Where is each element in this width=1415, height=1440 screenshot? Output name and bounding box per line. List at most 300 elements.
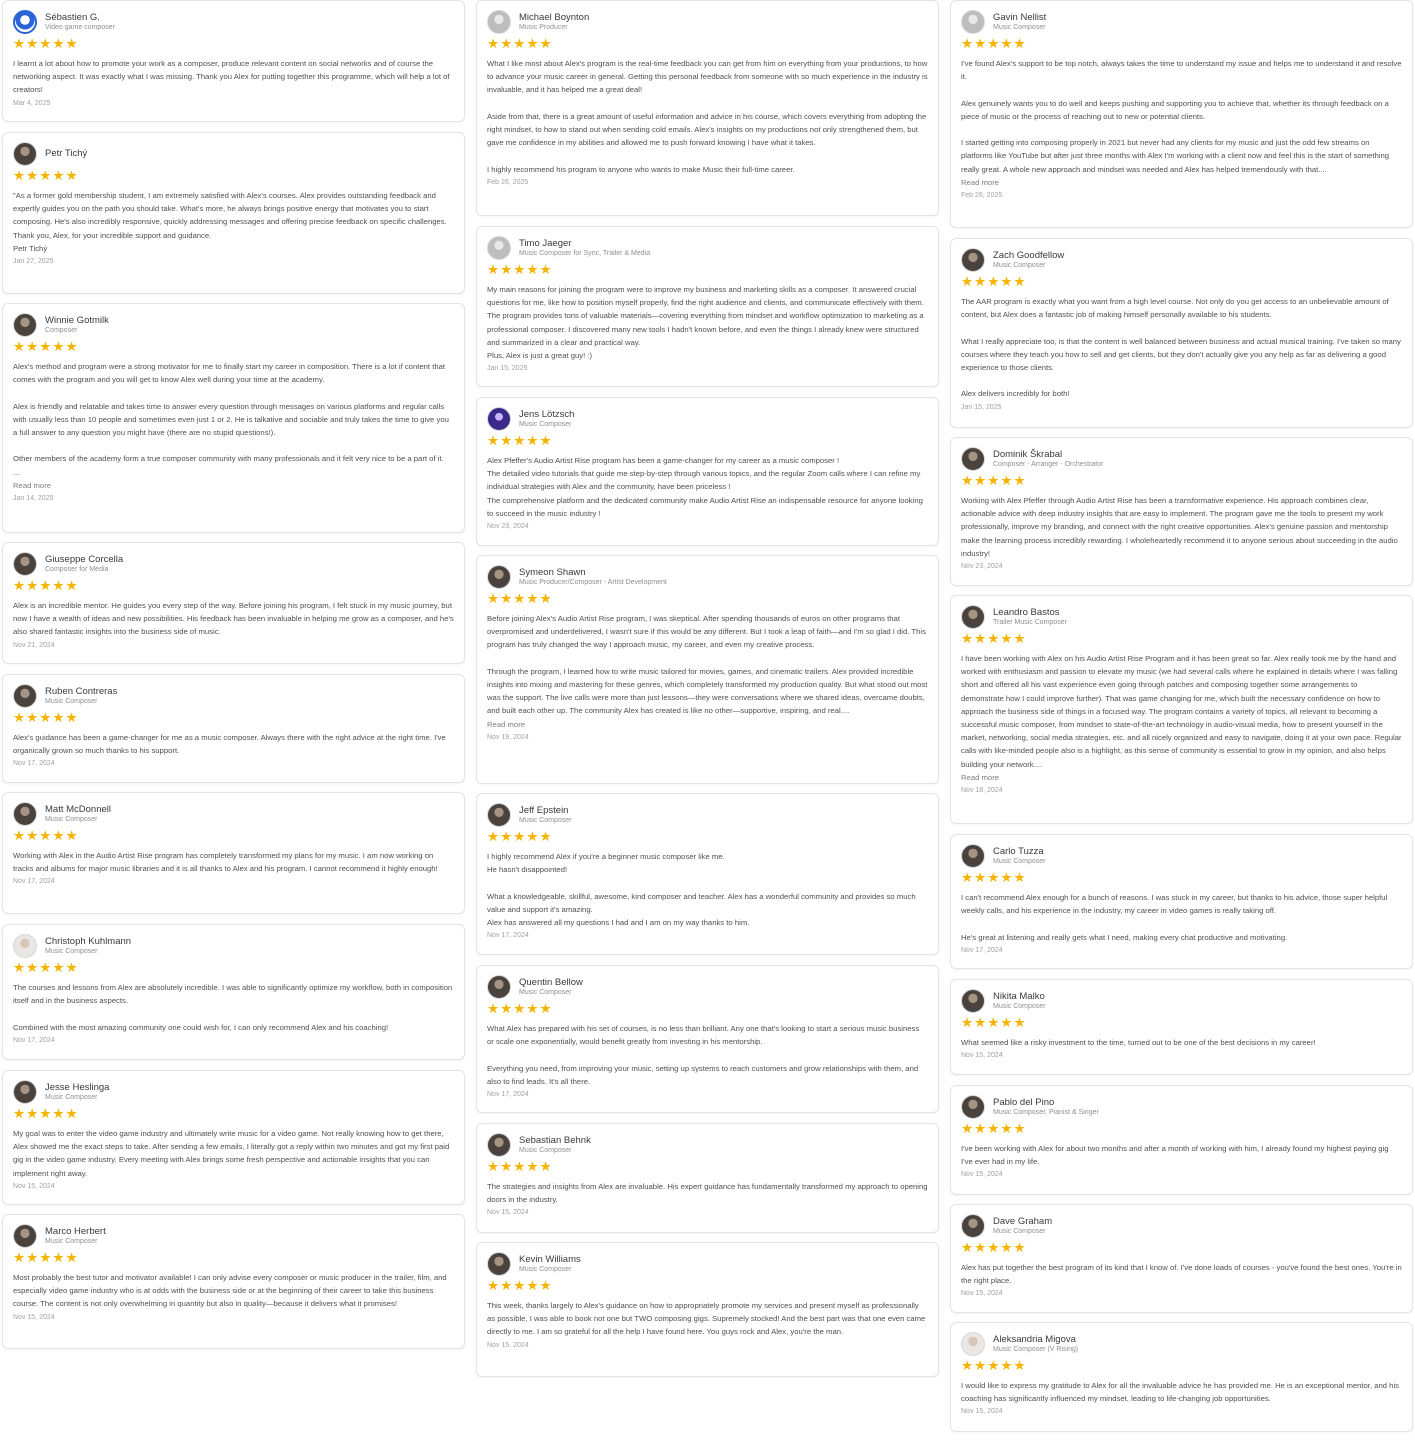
review-date: Nov 15, 2024 (13, 1313, 55, 1321)
reviewer-name: Quentin Bellow (519, 976, 583, 988)
star-icon: ★ (39, 1106, 52, 1121)
reviewer-info (519, 239, 650, 258)
star-icon: ★ (987, 1358, 1000, 1373)
reviewer-info (993, 847, 1046, 866)
star-icon: ★ (961, 870, 974, 885)
star-icon: ★ (539, 262, 552, 277)
star-icon: ★ (961, 274, 974, 289)
star-icon: ★ (526, 1159, 539, 1174)
review-header (961, 1331, 1402, 1357)
review-date: Nov 17, 2024 (13, 760, 55, 768)
star-icon: ★ (13, 828, 26, 843)
star-icon: ★ (52, 168, 65, 183)
star-icon: ★ (26, 168, 39, 183)
star-icon: ★ (513, 1278, 526, 1293)
review-card (476, 0, 939, 216)
star-icon: ★ (487, 591, 500, 606)
star-icon: ★ (1013, 631, 1026, 646)
star-rating (961, 1359, 1402, 1373)
reviewer-info (45, 13, 115, 32)
review-card (2, 792, 465, 914)
reviewer-name: Winnie Gotmilk (45, 314, 109, 326)
star-icon: ★ (526, 1278, 539, 1293)
reviewer-role: Music Composer (519, 1266, 572, 1274)
star-icon: ★ (26, 339, 39, 354)
star-icon: ★ (487, 829, 500, 844)
review-text: The courses and lessons from Alex are absolutely incredible. I was able to significantly optimize my workflow, both in composition itself and in the business aspects. Combined with the most amazing community one could wish for, I can only recommend Alex and his coaching! (13, 983, 453, 1032)
review-date: Nov 17, 2024 (13, 1036, 55, 1044)
star-icon: ★ (39, 828, 52, 843)
star-icon: ★ (974, 1015, 987, 1030)
star-icon: ★ (13, 36, 26, 51)
star-icon: ★ (974, 274, 987, 289)
review-card (950, 595, 1413, 824)
star-icon: ★ (65, 168, 78, 183)
star-rating (13, 340, 454, 354)
review-text: The AAR program is exactly what you want from a high level course. Not only do you get access to an unbelievable amount of content, but Alex does a fantastic job of making himself personally available to his students. What I really appreciate too, is that the content is well balanced between business and actual musical training. I've taken so many courses where they teach you how to sell and get clients, but they don't actually give you any help as far as delivering a good experience to those clients. Alex delivers incredibly for both! (961, 297, 1401, 399)
review-card (476, 965, 939, 1113)
star-icon: ★ (13, 960, 26, 975)
avatar (961, 1332, 985, 1356)
review-date: Nov 15, 2024 (487, 1209, 529, 1217)
star-icon: ★ (1013, 1121, 1026, 1136)
avatar (13, 1224, 37, 1248)
review-card (2, 924, 465, 1060)
reviewer-info (993, 992, 1046, 1011)
avatar (961, 989, 985, 1013)
reviewer-role: Music Composer (519, 989, 572, 997)
review-header (13, 1223, 454, 1249)
star-icon: ★ (961, 1015, 974, 1030)
review-text: I highly recommend Alex if you're a beginner music composer like me. He hasn't disappointed! What a knowledgeable, skillful, awesome, kind composer and teacher. Alex has a wonderful community and provides so much value and support it's amazing. Alex has answered all my questions I had and I am on my way thanks to him. (487, 852, 916, 928)
reviewer-name: Dave Graham (993, 1215, 1053, 1227)
star-rating (487, 1002, 928, 1016)
star-icon: ★ (26, 1106, 39, 1121)
star-rating (13, 1107, 454, 1121)
star-icon: ★ (26, 960, 39, 975)
review-text: Alex is an incredible mentor. He guides you every step of the way. Before joining his program, I felt stuck in my music journey, but now I have a wealth of ideas and new possibilities. His feedback has been invaluable in helping me grow as a composer, and he's also shared fantastic insights into the business side of music. (13, 601, 454, 637)
read-more-link[interactable]: Read more (961, 177, 1000, 187)
star-icon: ★ (1013, 1240, 1026, 1255)
star-icon: ★ (52, 710, 65, 725)
reviewer-name: Jesse Heslinga (45, 1081, 110, 1093)
read-more-link[interactable]: Read more (487, 719, 526, 729)
avatar (961, 447, 985, 471)
review-header (13, 933, 454, 959)
review-text: This week, thanks largely to Alex's guidance on how to appropriately promote my services and present myself as professionally as possible, I was able to book not one but TWO composing gigs. Supremely stocked! And the best part was that one even came directly to me. I am so grateful for all the help I have found here. You guys rock and Alex, you're the man. (487, 1301, 926, 1337)
star-icon: ★ (987, 473, 1000, 488)
star-icon: ★ (65, 1250, 78, 1265)
star-rating (487, 1279, 928, 1293)
reviewer-role: Music Composer (993, 24, 1046, 32)
review-header (487, 974, 928, 1000)
star-icon: ★ (526, 829, 539, 844)
star-icon: ★ (513, 591, 526, 606)
star-icon: ★ (39, 36, 52, 51)
review-text: I learnt a lot about how to promote your work as a composer, produce relevant content on social networks and of course the networking aspect. It was exactly what I was missing. Thank you Alex for putting together this programme, which will help a lot of creators! (13, 59, 450, 95)
reviewer-role: Music Composer (45, 698, 98, 706)
review-text: I have been working with Alex on his Audio Artist Rise Program and it has been great so far. Alex really took me by the hand and worked with enthusiasm and passion to elevate my music (we had several calls where he explained in details where I was falling short and offered all his vast experience even going through patches and composing together some arrangements to demonstrate how I could improve further). That was game changing for me, which built the necessary confidence on how to approach the business side of things in a focused way. The program contains a variety of topics, all relevant to becoming a successful music composer, from mindset to state-of-the-art technology in audio-visual media, how to present yourself in the market, networking, social media strategies, etc. and all nicely organized and easy to navigate, doing it at your own pace. Regular calls with like-minded people also is a highlight, as this sense of community is essential to grow in my opinion, and also helps building your network.... (961, 654, 1402, 769)
reviewer-info (993, 13, 1046, 32)
avatar (961, 844, 985, 868)
review-date: Jan 27, 2025 (13, 258, 54, 266)
star-icon: ★ (974, 36, 987, 51)
review-card (2, 1214, 465, 1349)
avatar (487, 803, 511, 827)
review-date: Nov 19, 2024 (487, 733, 529, 741)
review-date: Feb 26, 2025 (961, 191, 1003, 199)
star-icon: ★ (539, 36, 552, 51)
review-date: Nov 15, 2024 (961, 1408, 1003, 1416)
reviewer-info (519, 1136, 591, 1155)
star-rating (487, 434, 928, 448)
star-rating (487, 592, 928, 606)
star-rating (13, 961, 454, 975)
review-date: Nov 15, 2024 (487, 1341, 529, 1349)
reviewer-name: Aleksandria Migova (993, 1333, 1076, 1345)
star-icon: ★ (65, 339, 78, 354)
review-card (476, 555, 939, 784)
star-icon: ★ (13, 710, 26, 725)
review-text: Alex's guidance has been a game-changer for me as a music composer. Always there with the right advice at the right time. I've organically grown so much thanks to his support. (13, 733, 446, 756)
star-icon: ★ (539, 433, 552, 448)
star-icon: ★ (974, 631, 987, 646)
reviewer-role: Music Composer (45, 1094, 98, 1102)
review-header (487, 1132, 928, 1158)
avatar (487, 1252, 511, 1276)
star-icon: ★ (513, 262, 526, 277)
review-card (950, 238, 1413, 428)
star-icon: ★ (1000, 1121, 1013, 1136)
reviewer-name: Nikita Malko (993, 990, 1045, 1002)
star-icon: ★ (987, 631, 1000, 646)
reviewer-role: Music Composer (45, 948, 98, 956)
star-icon: ★ (26, 578, 39, 593)
review-text: I would like to express my gratitude to Alex for all the invaluable advice he has provided me. He is an exceptional mentor, and his coaching has significantly influenced my mindset, leading to life-changing job opportunities. (961, 1381, 1400, 1404)
review-header (13, 9, 454, 35)
star-icon: ★ (961, 631, 974, 646)
avatar (487, 407, 511, 431)
review-card (476, 226, 939, 387)
review-card (950, 1322, 1413, 1432)
reviewer-info (993, 1217, 1052, 1236)
star-rating (13, 829, 454, 843)
read-more-link[interactable]: Read more (13, 480, 52, 490)
review-header (487, 406, 928, 432)
reviewer-info (519, 806, 572, 825)
star-icon: ★ (974, 1121, 987, 1136)
star-icon: ★ (13, 578, 26, 593)
review-card (476, 793, 939, 955)
reviewer-name: Petr Tichý (45, 148, 88, 160)
reviewer-role: Music Composer (45, 816, 98, 824)
star-icon: ★ (500, 1278, 513, 1293)
reviewer-name: Christoph Kuhlmann (45, 935, 132, 947)
star-icon: ★ (526, 433, 539, 448)
avatar (487, 236, 511, 260)
avatar (961, 248, 985, 272)
star-icon: ★ (13, 1106, 26, 1121)
review-text: I can't recommend Alex enough for a bunch of reasons. I was stuck in my career, but thanks to his advice, those super helpful weekly calls, and his experience in the industry, my career in video games is really taking off. He's great at listening and really gets what I need, making every chat productive and motivating. (961, 893, 1388, 942)
reviewer-info (519, 1255, 581, 1274)
reviewer-name: Ruben Contreras (45, 685, 118, 697)
reviewer-role: Music Composer, Pianist & Singer (993, 1109, 1099, 1117)
star-icon: ★ (39, 1250, 52, 1265)
star-icon: ★ (961, 1358, 974, 1373)
reviewer-role: Music Composer (993, 1228, 1046, 1236)
reviewer-info (45, 1227, 106, 1246)
star-icon: ★ (52, 828, 65, 843)
reviewer-role: Music Composer for Sync, Trailer & Media (519, 250, 651, 258)
review-header (487, 564, 928, 590)
reviewer-info (993, 450, 1103, 469)
review-date: Nov 23, 2024 (487, 523, 529, 531)
star-icon: ★ (513, 1159, 526, 1174)
reviewer-name: Kevin Williams (519, 1253, 581, 1265)
review-card (476, 1123, 939, 1233)
review-card (950, 1204, 1413, 1313)
star-icon: ★ (500, 591, 513, 606)
star-icon: ★ (65, 36, 78, 51)
reviewer-info (45, 805, 111, 824)
star-icon: ★ (52, 1250, 65, 1265)
star-icon: ★ (487, 36, 500, 51)
star-icon: ★ (1000, 274, 1013, 289)
star-icon: ★ (65, 828, 78, 843)
reviewer-info (45, 149, 87, 159)
star-icon: ★ (500, 433, 513, 448)
reviewer-role: Music Composer (993, 1003, 1046, 1011)
avatar (13, 142, 37, 166)
star-rating (487, 37, 928, 51)
star-icon: ★ (13, 168, 26, 183)
star-icon: ★ (52, 578, 65, 593)
review-text: I've found Alex's support to be top notch, always takes the time to understand my issue and helps me to understand it and resolve it. Alex genuinely wants you to do well and keeps pushing and supporting you to achieve that, whether its through feedback on a piece of music or the process of reaching out to new or potential clients. I started getting into composing properly in 2021 but never had any clients for my music and just the odd few streams on platforms like YouTube but after just three months with Alex I'm working with a client now and feel this is the start of something really great. A whole new approach and mindset was needed and Alex has helped tremendously with that.... (961, 59, 1402, 174)
reviewer-role: Composer (45, 327, 78, 335)
review-date: Nov 21, 2024 (13, 641, 55, 649)
star-icon: ★ (526, 591, 539, 606)
reviewer-role: Video game composer (45, 24, 115, 32)
avatar (487, 10, 511, 34)
review-text: Working with Alex Pfeffer through Audio Artist Rise has been a transformative experience. His approach combines clear, actionable advice with deep industry insights that are easy to implement. The program gave me the tools to present my work professionally, improve my branding, and connect with the right creative opportunities. Alex's genuine passion and mentorship make the learning process incredibly rewarding. I wholeheartedly recommend it to anyone serious about succeeding in the audio industry! (961, 496, 1398, 558)
star-rating (13, 1251, 454, 1265)
star-icon: ★ (987, 870, 1000, 885)
star-icon: ★ (513, 829, 526, 844)
star-rating (487, 1160, 928, 1174)
review-date: Nov 23, 2024 (961, 563, 1003, 571)
reviewer-role: Music Composer (993, 262, 1046, 270)
star-icon: ★ (1000, 1240, 1013, 1255)
review-date: Jan 15, 2025 (487, 365, 528, 373)
reviewer-role: Trailer Music Composer (993, 619, 1068, 627)
review-header (487, 802, 928, 828)
review-header (13, 1079, 454, 1105)
star-icon: ★ (26, 36, 39, 51)
review-card (950, 1085, 1413, 1195)
review-header (961, 247, 1402, 273)
reviewer-name: Pablo del Pino (993, 1096, 1055, 1108)
star-icon: ★ (487, 262, 500, 277)
star-rating (13, 711, 454, 725)
star-icon: ★ (1000, 631, 1013, 646)
star-rating (13, 579, 454, 593)
star-icon: ★ (1013, 1358, 1026, 1373)
review-text: Before joining Alex's Audio Artist Rise program, I was skeptical. After spending thousands of euros on other programs that overpromised and underdelivered, I wasn't sure if this would be any different. But I took a leap of faith—and I'm so glad I did. This program has truly changed the way I approach music, my career, and even my creative process. Through the program, I learned how to write music tailored for movies, games, and cinematic trailers. Alex provided incredible insights into mixing and mastering for these genres, which completely transformed my production quality. But what stood out most was the support. The live calls were more than just lessons—they were conversations where we shared ideas, overcame doubts, and built each other up. The community Alex has created is like no other—supportive, inspiring, and real.... (487, 614, 928, 716)
star-icon: ★ (987, 1240, 1000, 1255)
review-date: Nov 15, 2024 (961, 1052, 1003, 1060)
star-icon: ★ (513, 36, 526, 51)
review-date: Jan 14, 2025 (13, 494, 54, 502)
review-date: Feb 26, 2025 (487, 178, 529, 186)
star-icon: ★ (65, 710, 78, 725)
star-icon: ★ (26, 1250, 39, 1265)
star-icon: ★ (961, 1240, 974, 1255)
star-rating (961, 632, 1402, 646)
star-icon: ★ (13, 1250, 26, 1265)
star-icon: ★ (539, 829, 552, 844)
star-icon: ★ (539, 1278, 552, 1293)
reviewer-role: Music Composer (519, 817, 572, 825)
star-icon: ★ (500, 262, 513, 277)
avatar (961, 1095, 985, 1119)
star-icon: ★ (26, 710, 39, 725)
star-icon: ★ (961, 1121, 974, 1136)
read-more-link[interactable]: Read more (961, 772, 1000, 782)
review-date: Nov 17, 2024 (487, 932, 529, 940)
review-card (2, 303, 465, 533)
reviewer-name: Jens Lötzsch (519, 408, 575, 420)
review-header (961, 446, 1402, 472)
star-icon: ★ (974, 1240, 987, 1255)
review-card (950, 437, 1413, 586)
reviewer-info (993, 1335, 1078, 1354)
star-rating (961, 1016, 1402, 1030)
review-text: "As a former gold membership student, I am extremely satisfied with Alex's courses. Alex provides outstanding feedback and expertly guides you on the path you should take. What's more, he always brings positive energy that motivates you to start composing. He's also incredibly responsive, quickly addressing messages and offering precise feedback on specific challenges. Thank you, Alex, for your incredible support and guidance. Petr Tichý (13, 191, 447, 253)
review-header (961, 9, 1402, 35)
star-rating (487, 263, 928, 277)
star-rating (961, 37, 1402, 51)
review-header (487, 1251, 928, 1277)
star-icon: ★ (961, 473, 974, 488)
reviewer-info (45, 687, 117, 706)
reviewer-role: Music Composer (V Rising) (993, 1346, 1079, 1354)
review-card (950, 979, 1413, 1075)
avatar (961, 10, 985, 34)
review-text: The strategies and insights from Alex are invaluable. His expert guidance has fundamentally transformed my approach to opening doors in the industry. (487, 1182, 928, 1205)
star-icon: ★ (1013, 1015, 1026, 1030)
avatar (13, 552, 37, 576)
avatar (13, 934, 37, 958)
reviewer-info (45, 1083, 109, 1102)
avatar (487, 975, 511, 999)
review-text: Working with Alex in the Audio Artist Rise program has completely transformed my plans for my music. I am now working on tracks and albums for major music libraries and it is all thanks to Alex and his program. I cannot recommend it highly enough! (13, 851, 438, 874)
review-header (13, 312, 454, 338)
review-text: I've been working with Alex for about two months and after a month of working with him, I already found my highest paying gig I've ever had in my life. (961, 1144, 1389, 1167)
review-text: My main reasons for joining the program were to improve my business and marketing skills as a composer. It answered crucial questions for me, like how to position myself properly, find the right audience and clients, and communicate effectively with them. The program provides tons of valuable materials—covering everything from mindset and workflow optimization to marketing as a professional composer. I discovered many new tools I hadn't known before, and even the things I already knew were structured and summarized in a clear and practical way. Plus, Alex is just a great guy! :) (487, 285, 924, 361)
review-date: Nov 15, 2024 (13, 1182, 55, 1190)
star-icon: ★ (961, 36, 974, 51)
avatar (961, 1214, 985, 1238)
reviewer-name: Sébastien G. (45, 11, 100, 23)
star-rating (961, 1241, 1402, 1255)
star-icon: ★ (1000, 36, 1013, 51)
reviewer-info (519, 568, 667, 587)
reviewer-info (45, 555, 123, 574)
star-icon: ★ (487, 1001, 500, 1016)
avatar (487, 1133, 511, 1157)
star-icon: ★ (26, 828, 39, 843)
review-date: Nov 15, 2024 (961, 1290, 1003, 1298)
reviewer-role: Music Producer/Composer - Artist Development (519, 579, 667, 587)
star-rating (13, 169, 454, 183)
review-text: What seemed like a risky investment to the time, turned out to be one of the best decisions in my career! (961, 1038, 1316, 1047)
star-icon: ★ (539, 591, 552, 606)
star-icon: ★ (513, 1001, 526, 1016)
star-icon: ★ (987, 274, 1000, 289)
avatar (13, 313, 37, 337)
review-card (2, 0, 465, 122)
review-header (487, 9, 928, 35)
reviewer-role: Music Composer (519, 1147, 572, 1155)
star-icon: ★ (13, 339, 26, 354)
reviewer-info (993, 608, 1067, 627)
reviewer-name: Zach Goodfellow (993, 249, 1065, 261)
star-icon: ★ (539, 1159, 552, 1174)
reviewer-role: Music Producer (519, 24, 568, 32)
reviewer-info (45, 316, 109, 335)
review-text: What Alex has prepared with his set of courses, is no less than brilliant. Any one that's looking to start a serious music business or scale one exponentially, would benefit greatly from investing in his mentorship. Everything you need, from improving your music, setting up systems to reach customers and grow relationships with them, and also to find leads. It's all there. (487, 1024, 920, 1086)
star-rating (961, 1122, 1402, 1136)
avatar (961, 605, 985, 629)
star-icon: ★ (39, 168, 52, 183)
star-icon: ★ (500, 829, 513, 844)
star-icon: ★ (987, 1015, 1000, 1030)
review-header (13, 683, 454, 709)
star-icon: ★ (487, 1278, 500, 1293)
reviewer-name: Jeff Epstein (519, 804, 569, 816)
star-icon: ★ (65, 578, 78, 593)
avatar (13, 10, 37, 34)
star-icon: ★ (39, 960, 52, 975)
review-text: Alex has put together the best program of its kind that I know of. I've done loads of courses - you've found the best ones. You're in the right place. (961, 1263, 1402, 1286)
review-header (487, 235, 928, 261)
review-header (961, 988, 1402, 1014)
reviewer-name: Marco Herbert (45, 1225, 106, 1237)
review-header (961, 1094, 1402, 1120)
review-date: Nov 18, 2024 (961, 786, 1003, 794)
star-icon: ★ (526, 262, 539, 277)
star-icon: ★ (65, 960, 78, 975)
star-icon: ★ (1013, 274, 1026, 289)
star-icon: ★ (39, 710, 52, 725)
reviewer-role: Music Composer (519, 421, 572, 429)
star-icon: ★ (1013, 870, 1026, 885)
review-date: Mar 4, 2025 (13, 99, 51, 107)
star-rating (961, 871, 1402, 885)
reviewer-info (519, 410, 574, 429)
review-header (13, 801, 454, 827)
star-icon: ★ (1000, 870, 1013, 885)
avatar (13, 684, 37, 708)
star-icon: ★ (52, 339, 65, 354)
reviewer-role: Composer - Arranger - Orchestrator (993, 461, 1104, 469)
star-icon: ★ (974, 473, 987, 488)
reviewer-name: Gavin Nellist (993, 11, 1047, 23)
review-date: Nov 17, 2024 (13, 878, 55, 886)
star-icon: ★ (526, 1001, 539, 1016)
reviewer-info (519, 13, 589, 32)
reviewer-name: Leandro Bastos (993, 606, 1060, 618)
